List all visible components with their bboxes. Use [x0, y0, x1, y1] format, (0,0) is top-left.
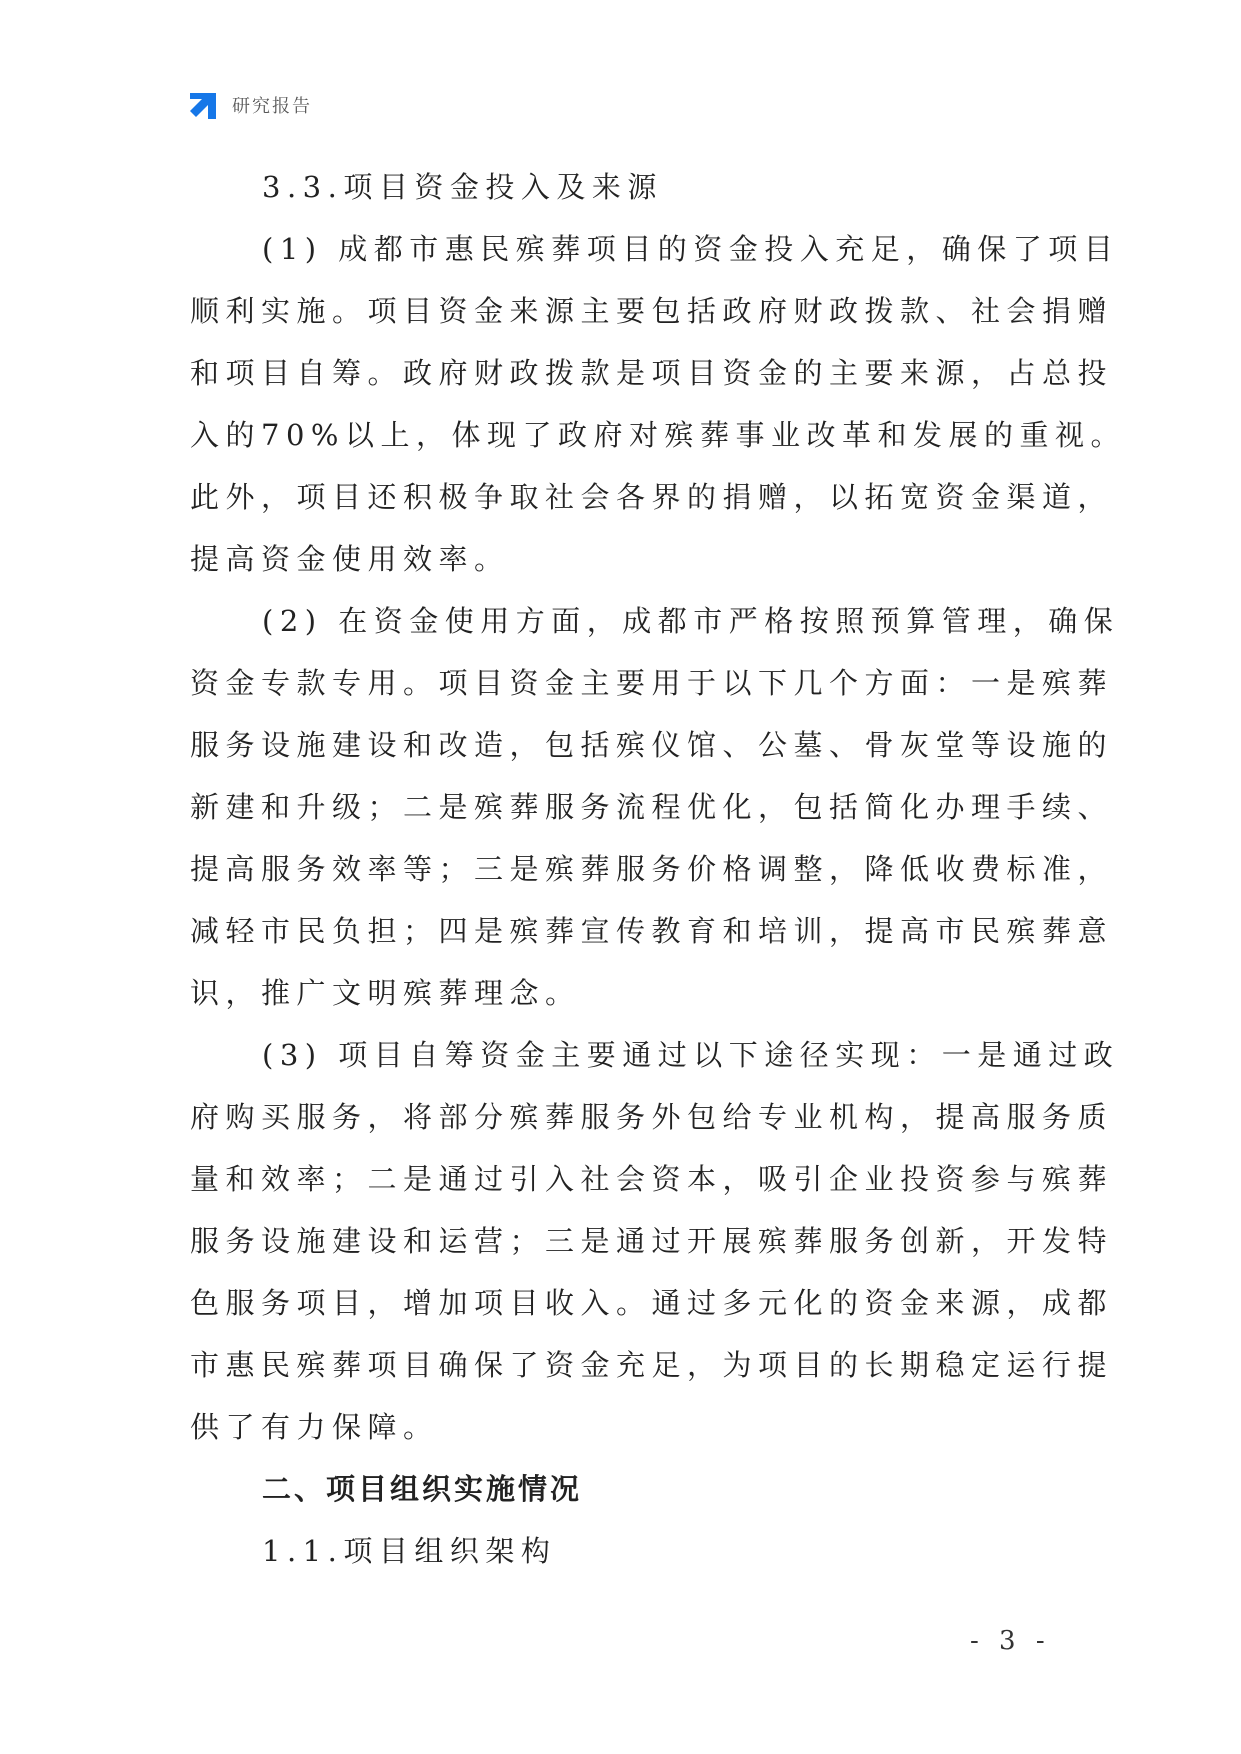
report-header	[188, 88, 312, 122]
arrow-logo-icon	[188, 89, 220, 121]
chapter-heading: 二、项目组织实施情况	[262, 1472, 583, 1506]
paragraph-2-line: 减轻市民负担；四是殡葬宣传教育和培训，提高市民殡葬意	[190, 914, 1114, 948]
paragraph-3-line: 色服务项目，增加项目收入。通过多元化的资金来源，成都	[190, 1286, 1114, 1320]
section-heading-1-1: 1.1.项目组织架构	[262, 1534, 557, 1568]
paragraph-3-line: 量和效率；二是通过引入社会资本，吸引企业投资参与殡葬	[190, 1162, 1114, 1196]
paragraph-2-line: 提高服务效率等；三是殡葬服务价格调整，降低收费标准，	[190, 852, 1114, 886]
paragraph-3-line: 市惠民殡葬项目确保了资金充足，为项目的长期稳定运行提	[190, 1348, 1114, 1382]
section-heading-3-3: 3.3.项目资金投入及来源	[262, 170, 663, 204]
paragraph-3-line: 府购买服务，将部分殡葬服务外包给专业机构，提高服务质	[190, 1100, 1114, 1134]
paragraph-1-line: 和项目自筹。政府财政拨款是项目资金的主要来源，占总投	[190, 356, 1114, 390]
paragraph-2-line: (2) 在资金使用方面，成都市严格按照预算管理，确保	[262, 604, 1120, 638]
page-number: - 3 -	[970, 1626, 1051, 1656]
paragraph-1-line: 入的70%以上，体现了政府对殡葬事业改革和发展的重视。	[190, 418, 1126, 452]
paragraph-1-line: 顺利实施。项目资金来源主要包括政府财政拨款、社会捐赠	[190, 294, 1114, 328]
paragraph-3-line: 服务设施建设和运营；三是通过开展殡葬服务创新，开发特	[190, 1224, 1114, 1258]
paragraph-1-line: 此外，项目还积极争取社会各界的捐赠，以拓宽资金渠道，	[190, 480, 1114, 514]
paragraph-3-line: (3) 项目自筹资金主要通过以下途径实现：一是通过政	[262, 1038, 1120, 1072]
paragraph-2-line: 识，推广文明殡葬理念。	[190, 976, 581, 1010]
document-body	[190, 156, 1126, 1582]
header-title: 研究报告	[232, 96, 312, 117]
paragraph-1-line: (1) 成都市惠民殡葬项目的资金投入充足，确保了项目	[262, 232, 1120, 266]
paragraph-2-line: 资金专款专用。项目资金主要用于以下几个方面：一是殡葬	[190, 666, 1114, 700]
paragraph-1-line: 提高资金使用效率。	[190, 542, 510, 576]
paragraph-3-line: 供了有力保障。	[190, 1410, 439, 1444]
paragraph-2-line: 新建和升级；二是殡葬服务流程优化，包括简化办理手续、	[190, 790, 1114, 824]
paragraph-2-line: 服务设施建设和改造，包括殡仪馆、公墓、骨灰堂等设施的	[190, 728, 1114, 762]
